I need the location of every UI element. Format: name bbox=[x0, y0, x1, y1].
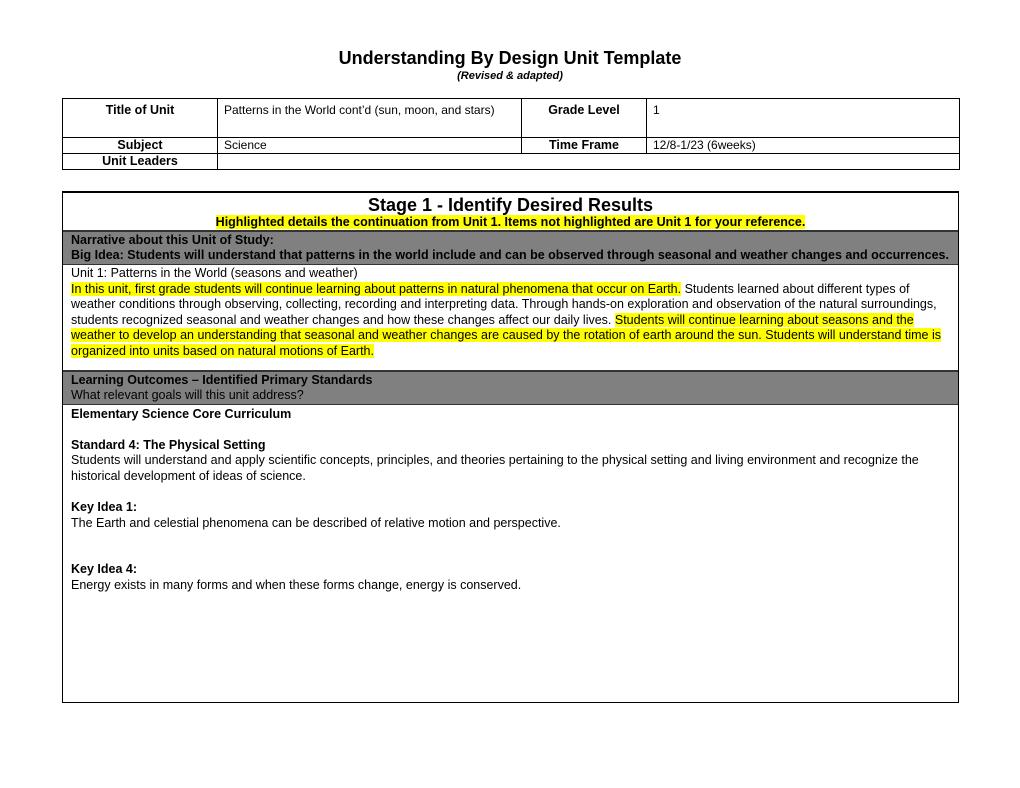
stage-note-text: Highlighted details the continuation from Unit 1. Items not highlighted are Unit 1 for your reference. bbox=[215, 215, 806, 229]
key-idea-4-text: Energy exists in many forms and when these forms change, energy is conserved. bbox=[71, 577, 522, 592]
narrative-body bbox=[63, 265, 958, 370]
unit-info-table bbox=[62, 98, 960, 170]
time-frame-value: 12/8-1/23 (6weeks) bbox=[647, 138, 960, 154]
outcomes-body bbox=[63, 405, 958, 596]
title-of-unit-label: Title of Unit bbox=[63, 99, 218, 138]
key-idea-1-text: The Earth and celestial phenomena can be described of relative motion and perspective. bbox=[71, 515, 561, 530]
highlight-sentence-1: In this unit, first grade students will continue learning about patterns in natural phenomena that occur on Earth. bbox=[71, 281, 682, 296]
subject-label: Subject bbox=[63, 138, 218, 154]
grade-level-label: Grade Level bbox=[522, 99, 647, 138]
key-idea-4-heading: Key Idea 4: bbox=[71, 562, 138, 577]
stage-1-section bbox=[62, 191, 959, 703]
key-idea-1-heading: Key Idea 1: bbox=[71, 500, 138, 515]
outcomes-question: What relevant goals will this unit address? bbox=[71, 387, 304, 402]
outcomes-heading: Learning Outcomes – Identified Primary Standards bbox=[71, 372, 373, 387]
stage-note bbox=[63, 215, 958, 230]
plain-sentences: Students learned about different types of weather conditions through observing, collecting, recording and interpreting data. Through hands-on exploration and observation of the natural surroundings, students recognized seasonal and weather changes and how these changes affect our daily lives. bbox=[71, 281, 937, 327]
highlight-sentence-2: Students will continue learning about seasons and the weather to develop an understanding that seasonal and weather changes are caused by the rotation of earth around the sun. Students will understand time is organized into units based on natural motions of Earth. bbox=[71, 312, 942, 358]
subject-value: Science bbox=[218, 138, 522, 154]
big-idea: Big Idea: Students will understand that patterns in the world include and can be observed through seasonal and weather changes and occurrences. bbox=[71, 248, 949, 262]
document-subtitle: (Revised & adapted) bbox=[457, 70, 563, 82]
narrative-header-bar bbox=[63, 230, 958, 265]
unit-leaders-value bbox=[218, 154, 960, 170]
grade-level-value: 1 bbox=[647, 99, 960, 138]
standard-text: Students will understand and apply scientific concepts, principles, and theories pertaining to the physical setting and living environment and recognize the historical development of ideas of science. bbox=[71, 453, 919, 483]
document-title: Understanding By Design Unit Template bbox=[338, 48, 682, 68]
outcomes-header-bar bbox=[63, 370, 958, 405]
unit-leaders-label: Unit Leaders bbox=[63, 154, 218, 170]
stage-title: Stage 1 - Identify Desired Results bbox=[367, 195, 654, 215]
time-frame-label: Time Frame bbox=[522, 138, 647, 154]
narrative-heading: Narrative about this Unit of Study: bbox=[71, 233, 274, 247]
curriculum-heading: Elementary Science Core Curriculum bbox=[71, 406, 292, 421]
narrative-paragraph bbox=[71, 282, 950, 360]
unit-line: Unit 1: Patterns in the World (seasons and weather) bbox=[71, 266, 358, 280]
standard-heading: Standard 4: The Physical Setting bbox=[71, 437, 266, 452]
title-of-unit-value: Patterns in the World cont’d (sun, moon, and stars) bbox=[218, 99, 522, 138]
